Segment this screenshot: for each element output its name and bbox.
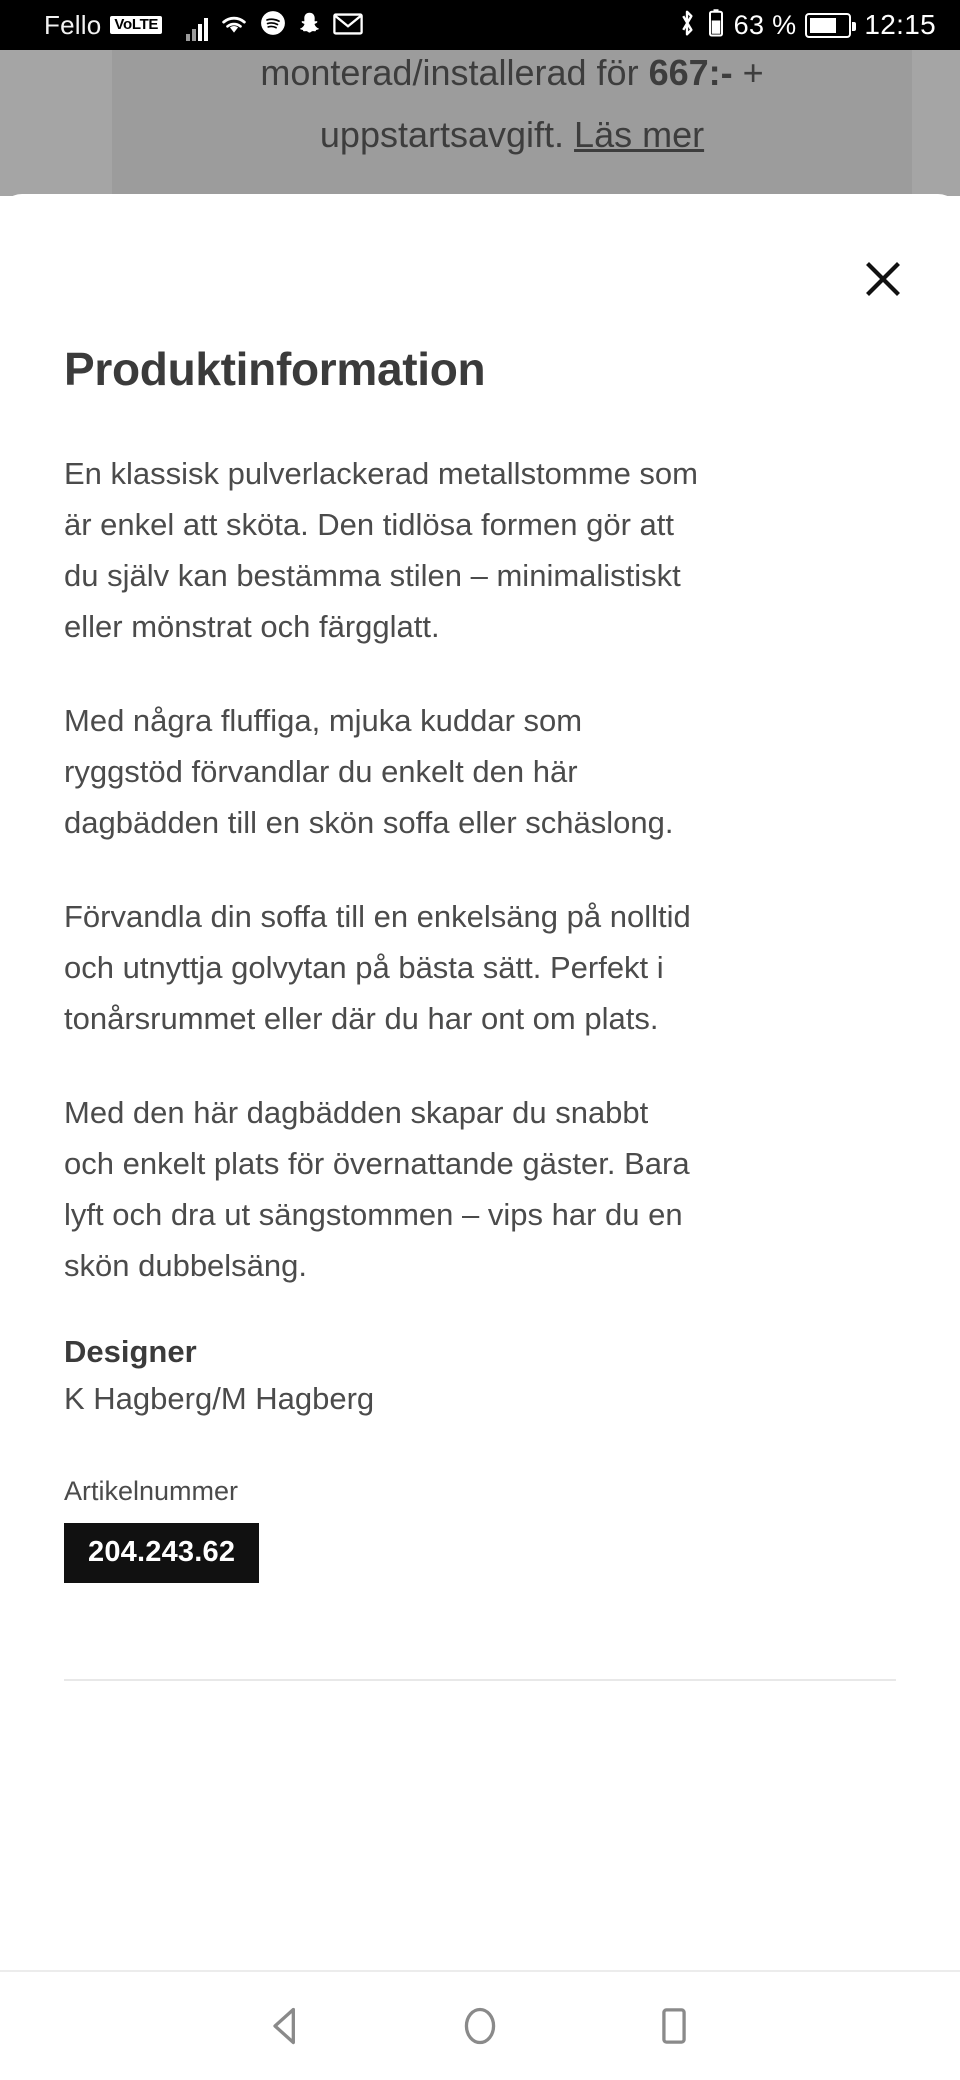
close-icon	[862, 258, 904, 300]
wifi-icon	[219, 12, 249, 41]
description-paragraph-2: Med några fluffiga, mjuka kuddar som ryggstöd förvandlar du enkelt den här dagbädden till en skön soffa eller schäslong.	[64, 703, 674, 840]
recents-icon[interactable]	[652, 2004, 696, 2048]
battery-icon	[805, 13, 851, 38]
snapchat-icon	[297, 10, 322, 41]
battery-small-icon	[707, 8, 725, 43]
battery-percent-label: 63 %	[733, 9, 797, 40]
promo-line2-text: uppstartsavgift.	[319, 114, 575, 155]
signal-icon	[186, 17, 208, 41]
promo-line1-prefix: monterad/installerad för	[260, 52, 649, 93]
promo-line1-suffix: +	[732, 52, 764, 93]
description-paragraph-3: Förvandla din soffa till en enkelsäng på nolltid och utnyttja golvytan på bästa sätt. Perfekt i tonårsrummet eller där du har ont om plats.	[64, 899, 691, 1036]
page-backdrop	[0, 50, 960, 196]
back-icon[interactable]	[264, 2004, 308, 2048]
description-paragraph-1: En klassisk pulverlackerad metallstomme som är enkel att sköta. Den tidlösa formen gör att du själv kan bestämma stilen – minimalistiskt eller mönstrat och färgglatt.	[64, 456, 698, 644]
designer-label: Designer	[64, 1334, 197, 1369]
spotify-icon	[260, 10, 286, 41]
status-bar-icons	[186, 10, 363, 41]
article-number-label: Artikelnummer	[64, 1476, 239, 1506]
sheet-content	[0, 194, 960, 1681]
status-bar-right	[676, 8, 936, 43]
clock-label: 12:15	[864, 9, 936, 40]
home-icon[interactable]	[458, 2004, 502, 2048]
status-bar-left	[44, 10, 363, 41]
description-paragraph-4: Med den här dagbädden skapar du snabbt och enkelt plats för övernattande gäster. Bara lyft och dra ut sängstommen – vips har du en skön dubbelsäng.	[64, 1095, 690, 1283]
carrier-label: Fello	[44, 9, 102, 40]
article-number-badge: 204.243.62	[64, 1523, 259, 1583]
promo-price: 667:-	[648, 52, 733, 93]
mail-icon	[333, 12, 363, 41]
product-information-sheet	[0, 194, 960, 1980]
section-divider	[64, 1679, 896, 1681]
read-more-link[interactable]: Läs mer	[574, 114, 705, 155]
background-promo-text	[112, 42, 912, 166]
designer-value: K Hagberg/M Hagberg	[64, 1381, 375, 1416]
volte-badge: VoLTE	[110, 16, 162, 34]
bluetooth-icon	[676, 8, 698, 43]
android-navigation-bar	[0, 1970, 960, 2080]
page-title: Produktinformation	[64, 343, 486, 395]
close-button[interactable]	[854, 250, 912, 308]
